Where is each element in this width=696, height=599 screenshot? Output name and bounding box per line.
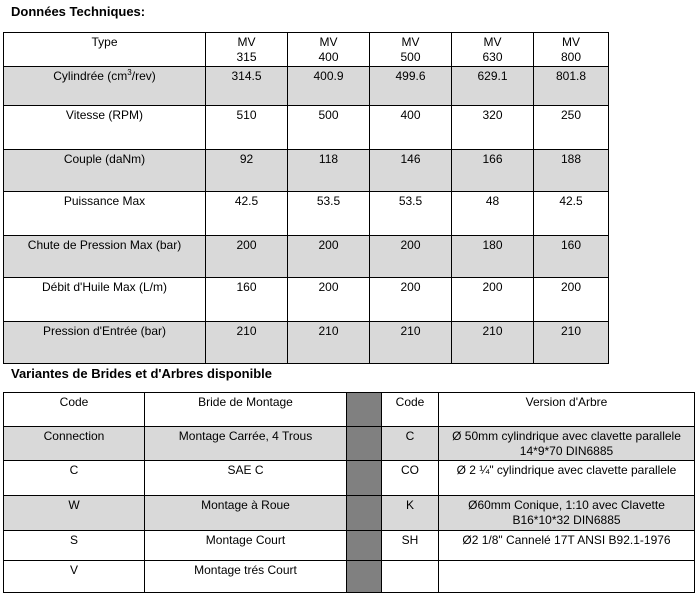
variants-cell: C: [4, 461, 145, 496]
tech-cell: 210: [370, 322, 452, 364]
variants-separator: [347, 461, 382, 496]
tech-row-vitesse: [4, 106, 609, 150]
tech-cell: 42.5: [534, 192, 609, 236]
tech-header-model: MV 400: [288, 33, 370, 67]
tech-cell: 92: [206, 150, 288, 192]
tech-row-couple: [4, 150, 609, 192]
tech-row-label: Chute de Pression Max (bar): [4, 236, 206, 278]
tech-cell: 188: [534, 150, 609, 192]
tech-cell: 53.5: [288, 192, 370, 236]
tech-cell: 314.5: [206, 67, 288, 106]
tech-row-cylindree: [4, 67, 609, 106]
tech-row-label: Cylindrée $(cm^3/rev)$: [4, 67, 206, 106]
variants-cell: Montage trés Court: [145, 561, 347, 593]
tech-cell: 42.5: [206, 192, 288, 236]
variants-row: [4, 496, 695, 531]
variants-cell: Ø 50mm cylindrique avec clavette parallele 14*9*70 DIN6885: [439, 427, 695, 461]
tech-header-model: MV 315: [206, 33, 288, 67]
tech-cell: 53.5: [370, 192, 452, 236]
variants-row: [4, 561, 695, 593]
tech-header-model: MV 800: [534, 33, 609, 67]
variants-cell: Connection: [4, 427, 145, 461]
tech-cell: 629.1: [452, 67, 534, 106]
tech-cell: 200: [370, 278, 452, 322]
variants-cell: Montage Court: [145, 531, 347, 561]
variants-cell: Montage à Roue: [145, 496, 347, 531]
tech-cell: 801.8: [534, 67, 609, 106]
variants-cell: Ø2 1/8" Cannelé 17T ANSI B92.1-1976: [439, 531, 695, 561]
variants-cell: V: [4, 561, 145, 593]
tech-cell: 210: [206, 322, 288, 364]
tech-header-model: MV 630: [452, 33, 534, 67]
tech-cell: 400: [370, 106, 452, 150]
variants-cell: K: [382, 496, 439, 531]
tech-cell: 210: [452, 322, 534, 364]
tech-cell: 510: [206, 106, 288, 150]
variants-cell: S: [4, 531, 145, 561]
variants-cell: SH: [382, 531, 439, 561]
tech-row-puissance: [4, 192, 609, 236]
variants-row: [4, 427, 695, 461]
tech-cell: 48: [452, 192, 534, 236]
tech-cell: 210: [288, 322, 370, 364]
tech-cell: 200: [288, 236, 370, 278]
tech-cell: 160: [534, 236, 609, 278]
variants-cell: W: [4, 496, 145, 531]
variants-cell: [439, 561, 695, 593]
tech-cell: 160: [206, 278, 288, 322]
variants-row: [4, 461, 695, 496]
tech-cell: 200: [288, 278, 370, 322]
variants-row: [4, 531, 695, 561]
tech-header-row: [4, 33, 609, 67]
tech-table: [3, 32, 609, 364]
variants-table: [3, 392, 695, 593]
variants-header-code: Code: [382, 393, 439, 427]
variants-separator: [347, 561, 382, 593]
tech-cell: 118: [288, 150, 370, 192]
variants-cell: Ø60mm Conique, 1:10 avec Clavette B16*10*32 DIN6885: [439, 496, 695, 531]
tech-row-debit-huile: [4, 278, 609, 322]
tech-row-pression-entree: [4, 322, 609, 364]
variants-header-code: Code: [4, 393, 145, 427]
variants-cell: Ø 2 ¼" cylindrique avec clavette parallele: [439, 461, 695, 496]
variants-header-arbre: Version d'Arbre: [439, 393, 695, 427]
variants-separator: [347, 496, 382, 531]
tech-cell: 166: [452, 150, 534, 192]
tech-header-model: MV 500: [370, 33, 452, 67]
tech-cell: 200: [370, 236, 452, 278]
variants-cell: SAE C: [145, 461, 347, 496]
heading-variantes: Variantes de Brides et d'Arbres disponible: [11, 366, 273, 381]
tech-row-label: Puissance Max: [4, 192, 206, 236]
tech-cell: 320: [452, 106, 534, 150]
heading-donnees-techniques: Données Techniques:: [11, 4, 146, 19]
tech-header-type: Type: [4, 33, 206, 67]
variants-separator: [347, 427, 382, 461]
variants-cell: CO: [382, 461, 439, 496]
tech-cell: 200: [206, 236, 288, 278]
variants-header-bride: Bride de Montage: [145, 393, 347, 427]
tech-row-label: Couple (daNm): [4, 150, 206, 192]
tech-cell: 146: [370, 150, 452, 192]
variants-cell: [382, 561, 439, 593]
tech-cell: 500: [288, 106, 370, 150]
tech-cell: 200: [534, 278, 609, 322]
tech-cell: 210: [534, 322, 609, 364]
tech-cell: 499.6: [370, 67, 452, 106]
tech-row-label: Débit d'Huile Max (L/m): [4, 278, 206, 322]
tech-cell: 180: [452, 236, 534, 278]
tech-cell: 400.9: [288, 67, 370, 106]
tech-cell: 250: [534, 106, 609, 150]
variants-header-row: [4, 393, 695, 427]
variants-separator: [347, 531, 382, 561]
tech-row-label: Vitesse (RPM): [4, 106, 206, 150]
variants-cell: C: [382, 427, 439, 461]
tech-row-label: Pression d'Entrée (bar): [4, 322, 206, 364]
variants-separator: [347, 393, 382, 427]
tech-row-chute-pression: [4, 236, 609, 278]
variants-cell: Montage Carrée, 4 Trous: [145, 427, 347, 461]
tech-cell: 200: [452, 278, 534, 322]
